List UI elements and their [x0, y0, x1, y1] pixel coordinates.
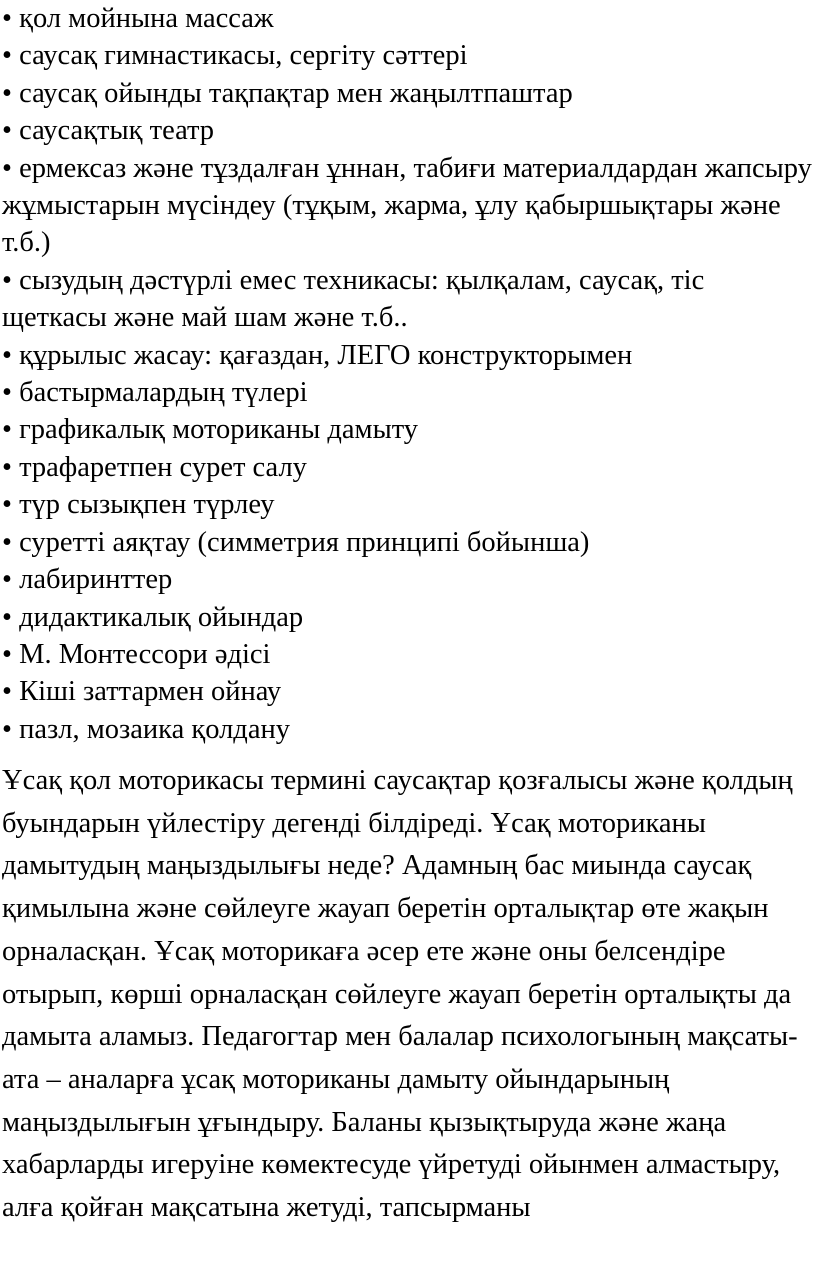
list-item: • дидактикалық ойындар — [2, 601, 304, 633]
list-item: • саусақ ойынды тақпақтар мен жаңылтпаштар — [2, 77, 573, 109]
activity-list — [2, 0, 812, 748]
list-item: • лабиринттер — [2, 564, 173, 596]
list-item: • ермексаз және тұздалған ұннан, табиғи материалдардан жапсыру жұмыстарын мүсіндеу (тұқым, жарма, ұлу қабыршықтары және т.б.) — [2, 152, 812, 259]
list-item: • графикалық моториканы дамыту — [2, 414, 419, 446]
list-item: • түр сызықпен түрлеу — [2, 489, 275, 521]
list-item: • пазл, мозаика қолдану — [2, 713, 290, 745]
list-item: • сызудың дәстүрлі емес техникасы: қылқалам, саусақ, тіс щеткасы және май шам және т.б.. — [2, 264, 705, 334]
list-item: • М. Монтессори әдісі — [2, 638, 271, 670]
list-item: • Кіші заттармен ойнау — [2, 676, 282, 708]
list-item: • саусақ гимнастикасы, сергіту сәттері — [2, 40, 468, 72]
list-item: • трафаретпен сурет салу — [2, 451, 307, 483]
list-item: • саусақтық театр — [2, 115, 215, 147]
list-item: • құрылыс жасау: қағаздан, ЛЕГО конструкторымен — [2, 339, 633, 371]
body-paragraph: Ұсақ қол моторикасы термині саусақтар қозғалысы және қолдың буындарын үйлестіру дегенді білдіреді. Ұсақ моториканы дамытудың маңыздылығы неде? Адамның бас миында саусақ қимылына және сөйлеуге жауап беретін орталықтар өте жақын орналасқан. Ұсақ моторикаға әсер ете және оны белсендіре отырып, көрші орналасқан сөйлеуге жауап беретін орталықты да дамыта аламыз. Педагогтар мен балалар психологының мақсаты- ата – аналарға ұсақ моториканы дамыту ойындарының маңыздылығын ұғындыру. Баланы қызықтыруда және жаңа хабарларды игеруіне көмектесуде үйретуді ойынмен алмастыру, алға қойған мақсатына жетуді, тапсырманы — [2, 765, 798, 1224]
list-item: • суретті аяқтау (симметрия принципі бойынша) — [2, 526, 590, 558]
list-item: • бастырмалардың түлері — [2, 377, 308, 409]
list-item: • қол мойнына массаж — [2, 3, 274, 34]
